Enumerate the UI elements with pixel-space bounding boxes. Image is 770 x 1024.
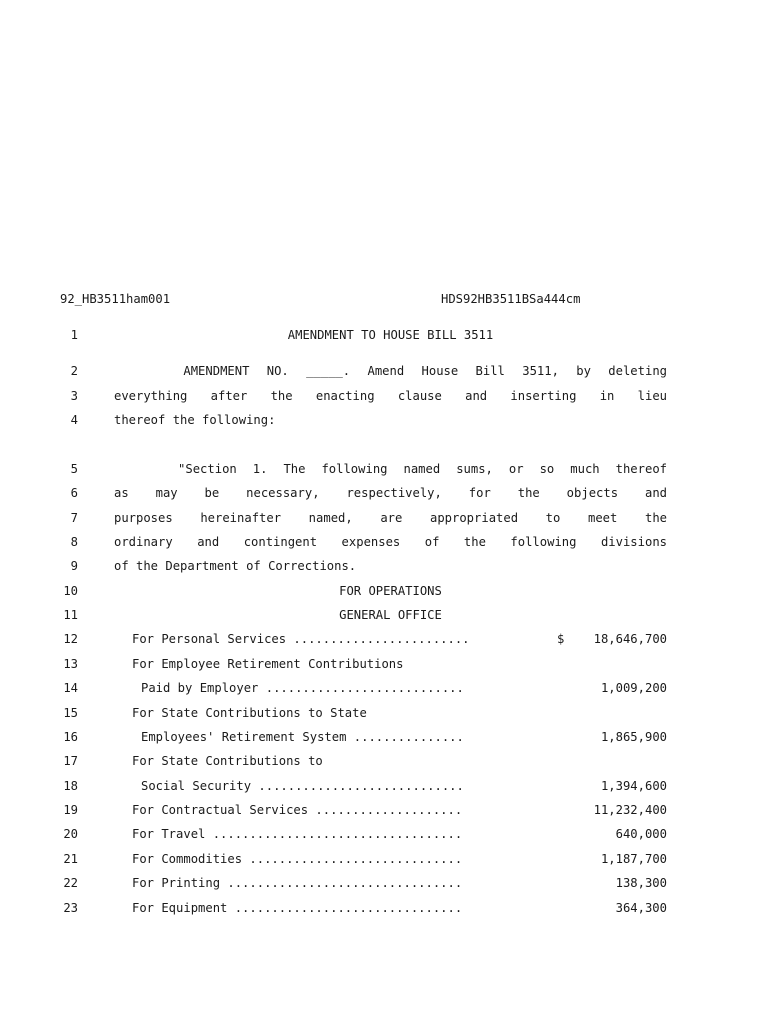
line-number: 3 — [70, 389, 78, 403]
line-item-amount: 11,232,400 — [593, 803, 667, 817]
line-text: everything after the enacting clause and inserting in lieu — [114, 389, 667, 403]
line — [0, 754, 770, 772]
line — [0, 632, 770, 650]
line-number: 6 — [70, 486, 78, 500]
line-item-amount: 1,009,200 — [600, 681, 667, 695]
line-number: 11 — [63, 608, 78, 622]
line-item-label: For Commodities ............................. — [132, 852, 463, 866]
line-number: 8 — [70, 535, 78, 549]
line-number: 22 — [63, 876, 78, 890]
line-text: of the Department of Corrections. — [114, 559, 357, 573]
line-number: 23 — [63, 901, 78, 915]
heading: FOR OPERATIONS — [339, 584, 442, 598]
line-number: 7 — [70, 511, 78, 525]
line-item-label: For State Contributions to State — [132, 706, 367, 720]
line-item-label: For Employee Retirement Contributions — [132, 657, 404, 671]
line-item-amount: 138,300 — [615, 876, 667, 890]
line-text: AMENDMENT NO. _____. Amend House Bill 3511, by deleting — [114, 364, 667, 378]
document-code: HDS92HB3511BSa444cm — [441, 292, 581, 306]
line-number: 20 — [63, 827, 78, 841]
line-text: purposes hereinafter named, are appropriated to meet the — [114, 511, 667, 525]
line-item-label: For Personal Services ........................ — [132, 632, 470, 646]
line-item-label: For Travel .................................. — [132, 827, 463, 841]
line — [0, 706, 770, 724]
line — [0, 827, 770, 845]
line — [0, 413, 770, 431]
line-number: 4 — [70, 413, 78, 427]
line — [0, 328, 770, 346]
line-number: 1 — [70, 328, 78, 342]
line-number: 2 — [70, 364, 78, 378]
line — [0, 901, 770, 919]
document-id: 92_HB3511ham001 — [60, 292, 171, 306]
line-item-amount: 18,646,700 — [593, 632, 667, 646]
line-item-label: For Equipment ............................... — [132, 901, 463, 915]
line — [0, 852, 770, 870]
line-item-amount: 1,394,600 — [600, 779, 667, 793]
line-number: 21 — [63, 852, 78, 866]
line-item-label: For Contractual Services .................... — [132, 803, 463, 817]
line-item-amount: 364,300 — [615, 901, 667, 915]
line — [0, 462, 770, 480]
currency-sign: $ — [557, 632, 565, 646]
line-text: thereof the following: — [114, 413, 276, 427]
line-text: ordinary and contingent expenses of the following divisions — [114, 535, 667, 549]
line-item-label: For Printing ................................ — [132, 876, 463, 890]
line-number: 13 — [63, 657, 78, 671]
line-number: 14 — [63, 681, 78, 695]
line-number: 16 — [63, 730, 78, 744]
line — [0, 584, 770, 602]
line — [0, 389, 770, 407]
line-text: as may be necessary, respectively, for the objects and — [114, 486, 667, 500]
line-number: 18 — [63, 779, 78, 793]
line-text: "Section 1. The following named sums, or so much thereof — [114, 462, 667, 476]
line-number: 9 — [70, 559, 78, 573]
line — [0, 608, 770, 626]
line-item-amount: 1,865,900 — [600, 730, 667, 744]
line-number: 19 — [63, 803, 78, 817]
line-item-label: Social Security ............................ — [141, 779, 464, 793]
line — [0, 364, 770, 382]
line-item-label: Employees' Retirement System ............... — [141, 730, 464, 744]
heading: GENERAL OFFICE — [339, 608, 442, 622]
line-item-amount: 1,187,700 — [600, 852, 667, 866]
line-number: 10 — [63, 584, 78, 598]
line — [0, 486, 770, 504]
line-number: 15 — [63, 706, 78, 720]
line — [0, 657, 770, 675]
line-item-label: Paid by Employer ........................... — [141, 681, 464, 695]
line — [0, 535, 770, 553]
line — [0, 511, 770, 529]
heading: AMENDMENT TO HOUSE BILL 3511 — [287, 328, 494, 342]
line — [0, 876, 770, 894]
line-number: 17 — [63, 754, 78, 768]
line-item-amount: 640,000 — [615, 827, 667, 841]
line — [0, 730, 770, 748]
line-number: 5 — [70, 462, 78, 476]
line — [0, 559, 770, 577]
line — [0, 681, 770, 699]
line-number: 12 — [63, 632, 78, 646]
line — [0, 803, 770, 821]
line — [0, 779, 770, 797]
line-item-label: For State Contributions to — [132, 754, 323, 768]
